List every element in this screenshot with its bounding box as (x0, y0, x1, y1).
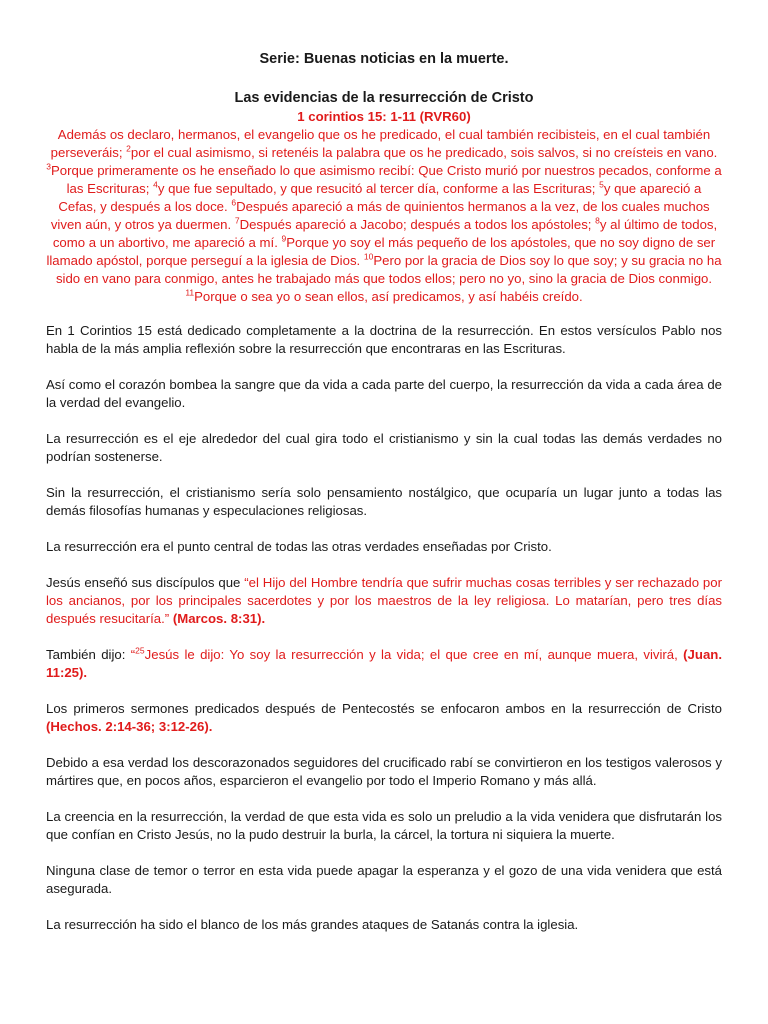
paragraph-lead-text: También dijo: (46, 647, 131, 662)
paragraph-also-said (46, 646, 722, 682)
document-page (46, 50, 722, 952)
verse-number: 7 (234, 215, 240, 226)
series-title: Serie: Buenas noticias en la muerte. (259, 51, 509, 67)
verse-text: Porque yo soy el más pequeño de los apóstoles, que no soy digno de ser llamado apóstol, porque perseguí a la iglesia de Dios. (46, 235, 716, 268)
verse-number: 3 (46, 161, 52, 172)
scripture-reference: 1 corintios 15: 1-11 (RVR60) (297, 109, 471, 124)
paragraph-axis: La resurrección es el eje alrededor del cual gira todo el cristianismo y sin la cual todas las demás verdades no podrían sostenerse. (46, 431, 722, 464)
verse-number: 8 (595, 215, 600, 226)
scripture-quote: Jesús le dijo: Yo soy la resurrección y la vida; el que cree en mí, aunque muera, vivirá, (144, 647, 678, 662)
verse-number: 25 (135, 645, 145, 656)
verse-number: 5 (599, 179, 604, 190)
verse-text: Después apareció a más de quinientos hermanos a la vez, de los cuales muchos viven aún, y otros ya duermen. (50, 199, 710, 232)
verse-text: y al último de todos, como a un abortivo, me apareció a mí. (52, 217, 718, 250)
paragraph-lead-text: Jesús enseñó sus discípulos que (46, 575, 245, 590)
verse-text: Pero por la gracia de Dios soy lo que soy; y su gracia no ha sido en vano para conmigo, antes he trabajado más que todos ellos; pero no yo, sino la gracia de Dios conmigo. (55, 253, 722, 286)
scripture-citation: (Marcos. 8:31). (169, 611, 266, 626)
verse-number: 4 (153, 179, 158, 190)
paragraph-without-resurrection: Sin la resurrección, el cristianismo sería solo pensamiento nostálgico, que ocuparía un lugar junto a todas las demás filosofías humanas y especulaciones religiosas. (46, 485, 722, 518)
quote-open-mark: “ (130, 647, 136, 662)
paragraph-intro: En 1 Corintios 15 está dedicado completamente a la doctrina de la resurrección. En estos versículos Pablo nos habla de la más amplia reflexión sobre la resurrección que encontraras en las Escrituras. (46, 323, 722, 356)
verse-number: 10 (363, 251, 374, 262)
verse-text: Porque primeramente os he enseñado lo que asimismo recibí: Que Cristo murió por nuestros pecados, conforme a las Escrituras; (51, 163, 722, 196)
paragraph-central-point: La resurrección era el punto central de todas las otras verdades enseñadas por Cristo. (46, 539, 552, 554)
scripture-passage (46, 126, 722, 306)
verse-number: 6 (231, 197, 237, 208)
paragraph-no-fear: Ninguna clase de temor o terror en esta vida puede apagar la esperanza y el gozo de una vida venidera que está asegurada. (46, 863, 722, 896)
paragraph-heart-analogy: Así como el corazón bombea la sangre que da vida a cada parte del cuerpo, la resurrección da vida a cada área de la verdad del evangelio. (46, 377, 722, 410)
paragraph-belief: La creencia en la resurrección, la verdad de que esta vida es solo un preludio a la vida venidera que disfrutarán los que confían en Cristo Jesús, no la pudo destruir la burla, la cárcel, la tortura ni siquiera la muerte. (46, 809, 722, 842)
scripture-quote: “el Hijo del Hombre tendría que sufrir muchas cosas terribles y ser rechazado por los ancianos, por los principales sacerdotes y por los maestros de la ley religiosa. Lo matarían, pero tres días después resucitaría.” (46, 575, 722, 626)
verse-text: por el cual asimismo, si retenéis la palabra que os he predicado, sois salvos, si no creísteis en vano. (130, 145, 718, 160)
verse-text: Además os declaro, hermanos, el evangelio que os he predicado, el cual también recibisteis, en el cual también perseveráis; (50, 127, 711, 160)
scripture-citation: (Juan. 11:25). (46, 647, 722, 680)
paragraph-pentecost-sermons (46, 700, 722, 736)
verse-number: 11 (185, 287, 195, 298)
paragraph-witnesses: Debido a esa verdad los descorazonados seguidores del crucificado rabí se convirtieron en los testigos valerosos y mártires que, en pocos años, esparcieron el evangelio por todo el Imperio Romano y más allá. (46, 755, 722, 788)
paragraph-lead-text: Los primeros sermones predicados después de Pentecostés se enfocaron ambos en la resurrección de Cristo (46, 701, 722, 716)
paragraph-satan-attacks: La resurrección ha sido el blanco de los más grandes ataques de Satanás contra la iglesia. (46, 917, 579, 932)
paragraph-jesus-taught (46, 574, 722, 628)
verse-number: 9 (281, 233, 287, 244)
verse-number: 2 (126, 143, 131, 154)
verse-text: y que apareció a Cefas, y después a los doce. (58, 181, 702, 214)
sermon-title: Las evidencias de la resurrección de Cristo (234, 90, 534, 106)
verse-text: y que fue sepultado, y que resucitó al tercer día, conforme a las Escrituras; (157, 181, 596, 196)
verse-text: Después apareció a Jacobo; después a todos los apóstoles; (239, 217, 592, 232)
verse-text: Porque o sea yo o sean ellos, así predicamos, y así habéis creído. (194, 289, 583, 304)
scripture-citation: (Hechos. 2:14-36; 3:12-26). (46, 719, 213, 734)
